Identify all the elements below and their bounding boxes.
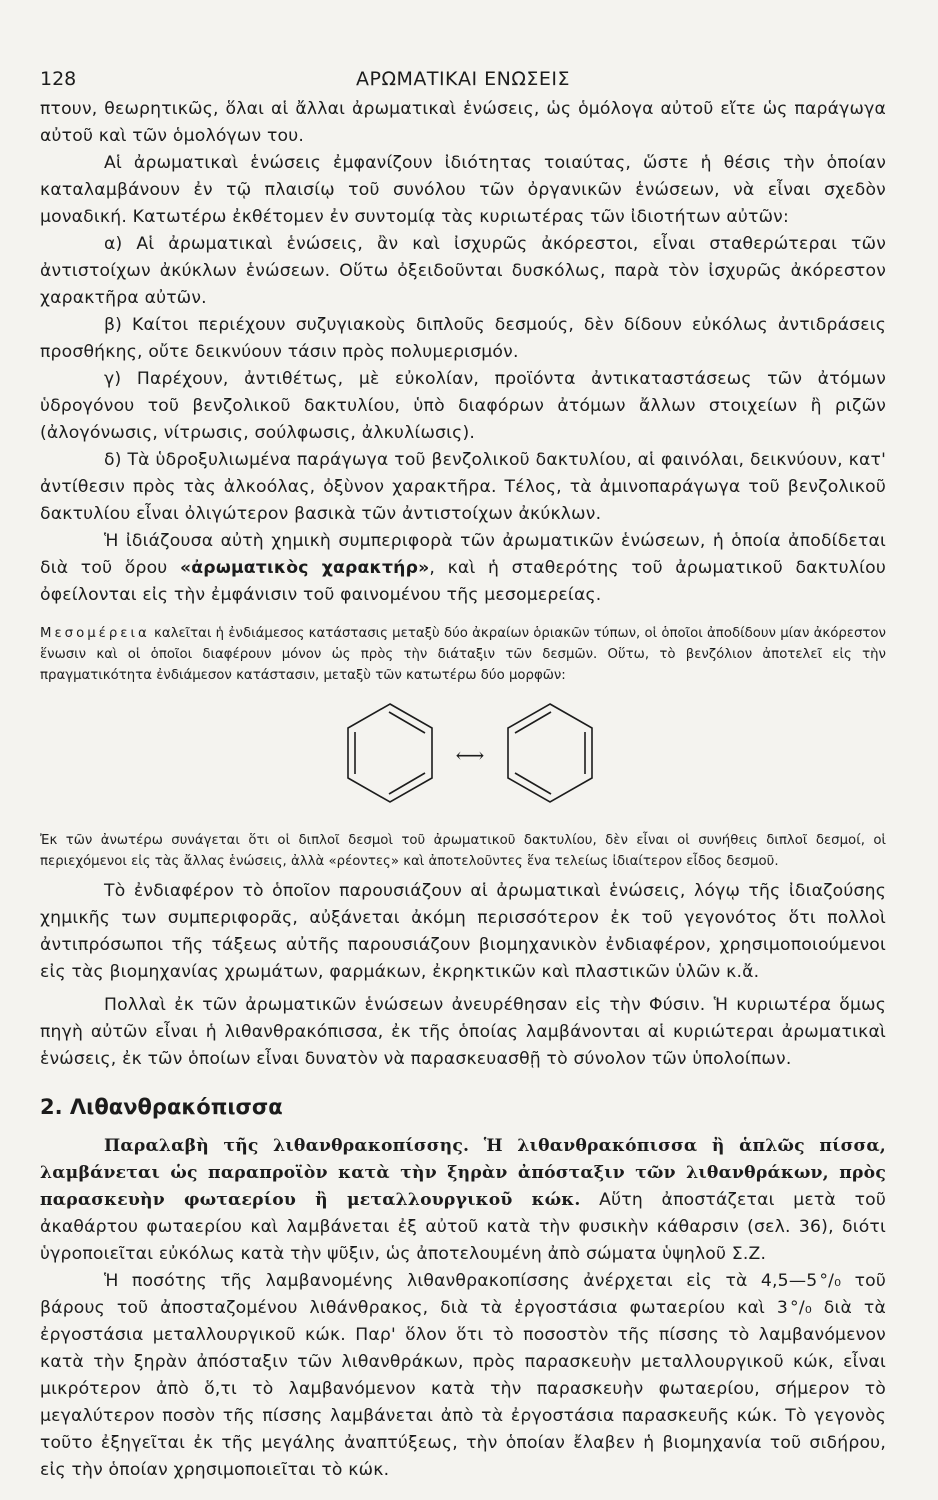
percent-unit: °/₀	[819, 1271, 842, 1291]
resonance-arrow: ⟷	[455, 743, 485, 767]
aromatic-character-term: «ἀρωματικὸς χαρακτήρ»	[180, 558, 430, 578]
paragraph: πτουν, θεωρητικῶς, ὅλαι αἱ ἄλλαι ἀρωματικαὶ ἑνώσεις, ὡς ὁμόλογα αὐτοῦ εἴτε ὡς παράγωγα αὐτοῦ καὶ τῶν ὁμολόγων του.	[40, 99, 886, 146]
benzene-resonance-diagram	[40, 694, 886, 820]
list-item-b: β) Καίτοι περιέχουν συζυγιακοὺς διπλοῦς δεσμούς, δὲν δίδουν εὐκόλως ἀντιδράσεις προσθήκης, οὔτε δεικνύουν τάσιν πρὸς πολυμερισμόν.	[40, 315, 886, 362]
small-note: Ἐκ τῶν ἀνωτέρω συνάγεται ὅτι οἱ διπλοῖ δεσμοὶ τοῦ ἀρωματικοῦ δακτυλίου, δὲν εἶναι οἱ συνήθεις διπλοῖ δεσμοί, οἱ περιεχόμενοι εἰς τὰς ἄλλας ἑνώσεις, ἀλλὰ «ρέοντες» καὶ ἀποτελοῦντες ἕνα τελείως ἰδιαίτερον εἶδος δεσμοῦ.	[40, 833, 886, 869]
page-number: 128	[40, 68, 77, 90]
running-head: ΑΡΩΜΑΤΙΚΑΙ ΕΝΩΣΕΙΣ	[355, 68, 571, 90]
small-note: Μεσομέρεια καλεῖται ἡ ἐνδιάμεσος κατάστασις μεταξὺ δύο ἀκραίων ὁριακῶν τύπων, οἱ ὁποῖοι ἀποδίδουν μίαν ἀκόρεστον ἕνωσιν καὶ οἱ ὁποῖοι διαφέρουν μόνον ὡς πρὸς τὴν διάταξιν τῶν δεσμῶν. Οὕτω, τὸ βενζόλιον ἀποτελεῖ εἰς τὴν πραγματικότητα ἐνδιάμεσον κατάστασιν, μεταξὺ τῶν κατωτέρω δύο μορφῶν:	[40, 626, 886, 683]
list-item-d: δ) Τὰ ὑδροξυλιωμένα παράγωγα τοῦ βενζολικοῦ δακτυλίου, αἱ φαινόλαι, δεικνύουν, κατ' ἀντίθεσιν πρὸς τὰς ἀλκοόλας, ὀξὺνον χαρακτῆρα. Τέλος, τὰ ἀμινοπαράγωγα τοῦ βενζολικοῦ δακτυλίου εἶναι ὀλιγώτερον βασικὰ τῶν ἀντιστοίχων ἀκύκλων.	[40, 450, 886, 524]
tar-collection-heading: Παραλαβὴ τῆς λιθανθρακοπίσσης. Ἡ λιθανθρακόπισσα ἢ ἁπλῶς πίσσα, λαμβάνεται ὡς παραπροϊὸν κατὰ τὴν ξηρὰν ἀπόσταξιν τῶν λιθανθράκων, πρὸς παρασκευὴν φωταερίου ἢ μεταλλουργικοῦ κώκ.	[40, 1136, 886, 1210]
paragraph: Παραλαβὴ τῆς λιθανθρακοπίσσης. Ἡ λιθανθρακόπισσα ἢ ἁπλῶς πίσσα, λαμβάνεται ὡς παραπροϊὸν κατὰ τὴν ξηρὰν ἀπόσταξιν τῶν λιθανθράκων, πρὸς παρασκευὴν φωταερίου ἢ μεταλλουργικοῦ κώκ. Αὕτη ἀποστάζεται μετὰ τοῦ ἀκαθάρτου φωταερίου καὶ λαμβάνεται ἐξ αὐτοῦ κατὰ τὴν φυσικὴν κάθαρσιν (σελ. 36), διότι ὑγροποιεῖται εὐκόλως κατὰ τὴν ψῦξιν, ὡς ἀποτελουμένη ἀπὸ σώματα ὑψηλοῦ Σ.Ζ.	[40, 1136, 886, 1264]
page-header	[40, 60, 886, 96]
paragraph: Τὸ ἐνδιαφέρον τὸ ὁποῖον παρουσιάζουν αἱ ἀρωματικαὶ ἑνώσεις, λόγῳ τῆς ἰδιαζούσης χημικῆς των συμπεριφορᾶς, αὐξάνεται ἀκόμη περισσότερον ἐκ τοῦ γεγονότος ὅτι πολλοὶ ἀντιπρόσωποι τῆς τάξεως αὐτῆς παρουσιάζουν βιομηχανικὸν ἐνδιαφέρον, χρησιμοποιούμενοι εἰς τὰς βιομηχανίας χρωμάτων, φαρμάκων, ἐκρηκτικῶν καὶ πλαστικῶν ὑλῶν κ.ἄ.	[40, 881, 886, 982]
paragraph: Πολλαὶ ἐκ τῶν ἀρωματικῶν ἑνώσεων ἀνευρέθησαν εἰς τὴν Φύσιν. Ἡ κυριωτέρα ὅμως πηγὴ αὐτῶν εἶναι ἡ λιθανθρακόπισσα, ἐκ τῆς ὁποίας λαμβάνονται αἱ κυριώτεραι ἀρωματικαὶ ἑνώσεις, ἐκ τῶν ὁποίων εἶναι δυνατὸν νὰ παρασκευασθῇ τὸ σύνολον τῶν ὑπολοίπων.	[40, 995, 886, 1069]
paragraph: Ἡ ποσότης τῆς λαμβανομένης λιθανθρακοπίσσης ἀνέρχεται εἰς τὰ 4,5—5 °/₀ τοῦ βάρους τοῦ ἀποσταζομένου λιθάνθρακος, διὰ τὰ ἐργοστάσια φωταερίου καὶ 3 °/₀ διὰ τὰ ἐργοστάσια μεταλλουργικοῦ κώκ. Παρ' ὅλον ὅτι τὸ ποσοστὸν τῆς πίσσης τὸ λαμβανόμενον κατὰ τὴν ξηρὰν ἀπόσταξιν τῶν λιθανθράκων, πρὸς παρασκευὴν μεταλλουργικοῦ κώκ, εἶναι μικρότερον ἀπὸ ὅ,τι τὸ λαμβανόμενον κατὰ τὴν παρασκευὴν φωταερίου, σήμερον τὸ μεγαλύτερον ποσὸν τῆς πίσσης λαμβάνεται ἀπὸ τὰ ἐργοστάσια παρασκευῆς κώκ. Τὸ γεγονὸς τοῦτο ἐξηγεῖται ἐκ τῆς μεγάλης ἀναπτύξεως, τὴν ὁποίαν ἔλαβεν ἡ βιομηχανία τοῦ σιδήρου, εἰς τὴν ὁποίαν χρησιμοποιεῖται τὸ κώκ.	[40, 1271, 887, 1480]
paragraph: Ἡ ἰδιάζουσα αὐτὴ χημικὴ συμπεριφορὰ τῶν ἀρωματικῶν ἑνώσεων, ἡ ὁποία ἀποδίδεται διὰ τοῦ ὅρου «ἀρωματικὸς χαρακτήρ», καὶ ἡ σταθερότης τοῦ ἀρωματικοῦ δακτυλίου ὀφείλονται εἰς τὴν ἐμφάνισιν τοῦ φαινομένου τῆς μεσομερείας.	[40, 531, 886, 605]
list-item-g: γ) Παρέχουν, ἀντιθέτως, μὲ εὐκολίαν, προϊόντα ἀντικαταστάσεως τῶν ἀτόμων ὑδρογόνου τοῦ βενζολικοῦ δακτυλίου, ὑπὸ διαφόρων ἀτόμων ἄλλων στοιχείων ἢ ριζῶν (ἀλογόνωσις, νίτρωσις, σούλφωσις, ἀλκυλίωσις).	[40, 369, 886, 443]
book-page	[40, 60, 886, 1484]
section-heading: 2. Λιθανθρακόπισσα	[40, 1095, 283, 1119]
paragraph: Αἱ ἀρωματικαὶ ἑνώσεις ἐμφανίζουν ἰδιότητας τοιαύτας, ὥστε ἡ θέσις τὴν ὁποίαν καταλαμβάνουν ἐν τῷ πλαισίῳ τοῦ συνόλου τῶν ὀργανικῶν ἑνώσεων, νὰ εἶναι σχεδὸν μοναδική. Κατωτέρω ἐκθέτομεν ἐν συντομίᾳ τὰς κυριωτέρας τῶν ἰδιοτήτων αὐτῶν:	[40, 153, 886, 227]
benzene-kekule-structure-1	[348, 704, 432, 802]
benzene-resonance-svg	[40, 694, 886, 820]
list-item-a: α) Αἱ ἀρωματικαὶ ἑνώσεις, ἂν καὶ ἰσχυρῶς ἀκόρεστοι, εἶναι σταθερώτεραι τῶν ἀντιστοίχων ἀκύκλων ἑνώσεων. Οὕτω ὀξειδοῦνται δυσκόλως, παρὰ τὸν ἰσχυρῶς ἀκόρεστον χαρακτῆρα αὐτῶν.	[40, 234, 886, 308]
mesomerism-term: Μεσομέρεια	[40, 626, 150, 641]
percent-unit: °/₀	[790, 1298, 812, 1318]
benzene-kekule-structure-2	[508, 704, 592, 802]
